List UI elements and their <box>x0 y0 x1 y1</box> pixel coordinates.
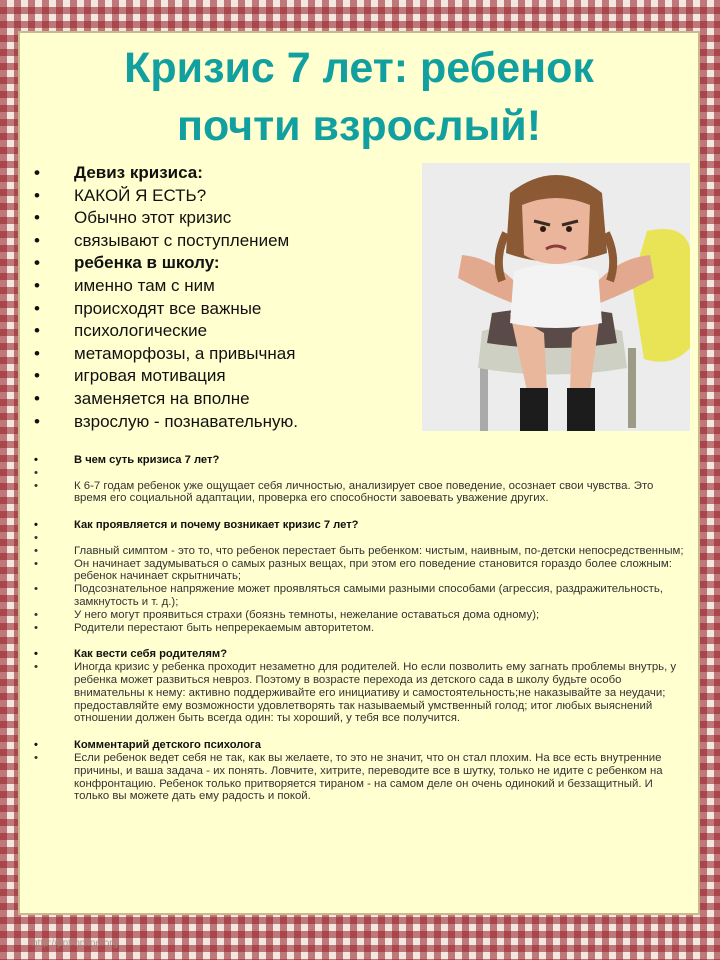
motto-item: • Обычно этот кризис <box>34 207 414 230</box>
section-symptoms <box>34 519 684 634</box>
section-item: • Иногда кризис у ребенка проходит незаметно для родителей. Но если позволить ему загнать проблемы внутрь, у ребенка может развиться невроз. Поэтому в возрасте перехода из детского сада в школу будьте особо внимательны к нему: активно поддерживайте его инициативу и самостоятельность;не наказывайте за неудачи; предоставляйте ему возможности удовлетворять так называемый умственный голод; итог любых выяснений отношении должен быть всегда один: ты хороший, у тебя все получится. <box>34 661 684 725</box>
section-item: • Родители перестают быть непререкаемым авторитетом. <box>34 622 684 635</box>
motto-list <box>34 162 414 433</box>
section-heading: • В чем суть кризиса 7 лет? <box>34 454 684 467</box>
section-item: • У него могут проявиться страхи (боязнь темноты, нежелание оставаться дома одному); <box>34 609 684 622</box>
section-item: • К 6-7 годам ребенок уже ощущает себя личностью, анализирует свое поведение, осознает свои чувства. Это время его социальной адаптации, проверка его способности завоевать уважение других. <box>34 480 684 506</box>
section-parents <box>34 648 684 725</box>
section-item: • Подсознательное напряжение может проявляться самыми разными способами (агрессия, раздражительность, замкнутость и т. д.); <box>34 583 684 609</box>
page-title <box>20 39 698 155</box>
section-item: • Он начинает задумываться о самых разных вещах, при этом его поведение становится гораздо более сложным: ребенок начинает скрытничать; <box>34 558 684 584</box>
motto-item: • заменяется на вполне <box>34 388 414 411</box>
motto-item: • психологические <box>34 320 414 343</box>
section-heading: • Как вести себя родителям? <box>34 648 684 661</box>
motto-item: • метаморфозы, а привычная <box>34 343 414 366</box>
title-line-2: почти взрослый! <box>176 102 542 150</box>
section-heading: • Как проявляется и почему возникает кризис 7 лет? <box>34 519 684 532</box>
motto-item: • именно там с ним <box>34 275 414 298</box>
blank-bullet <box>34 467 684 480</box>
motto-item: • взрослую - познавательную. <box>34 411 414 434</box>
title-line-1: Кризис 7 лет: ребенок <box>124 44 594 92</box>
child-illustration <box>422 163 690 431</box>
article-body <box>34 454 684 803</box>
section-psychologist <box>34 739 684 803</box>
section-item: • Если ребенок ведет себя не так, как вы желаете, то это не значит, что он стал плохим. На все есть внутренние причины, и ваша задача - их понять. Ловчите, хитрите, переводите все в шутку, только не идите с ребенком на конфронтацию. Ребенок только притворяется тираном - на самом деле он очень одинокий и беззащитный. И только вы можете дать ему радость и покой. <box>34 752 684 803</box>
blank-bullet <box>34 532 684 545</box>
poster <box>20 33 698 913</box>
motto-item: • происходят все важные <box>34 298 414 321</box>
motto-item: • ребенка в школу: <box>34 252 414 275</box>
motto-item: • игровая мотивация <box>34 365 414 388</box>
watermark: http://ppt-online.org <box>32 938 119 949</box>
section-heading: • Комментарий детского психолога <box>34 739 684 752</box>
child-photo <box>422 163 690 431</box>
motto-item: • КАКОЙ Я ЕСТЬ? <box>34 185 414 208</box>
section-item: • Главный симптом - это то, что ребенок перестает быть ребенком: чистым, наивным, по-детски непосредственным; <box>34 545 684 558</box>
section-essence <box>34 454 684 505</box>
motto-item: • связывают с поступлением <box>34 230 414 253</box>
motto-item: • Девиз кризиса: <box>34 162 414 185</box>
